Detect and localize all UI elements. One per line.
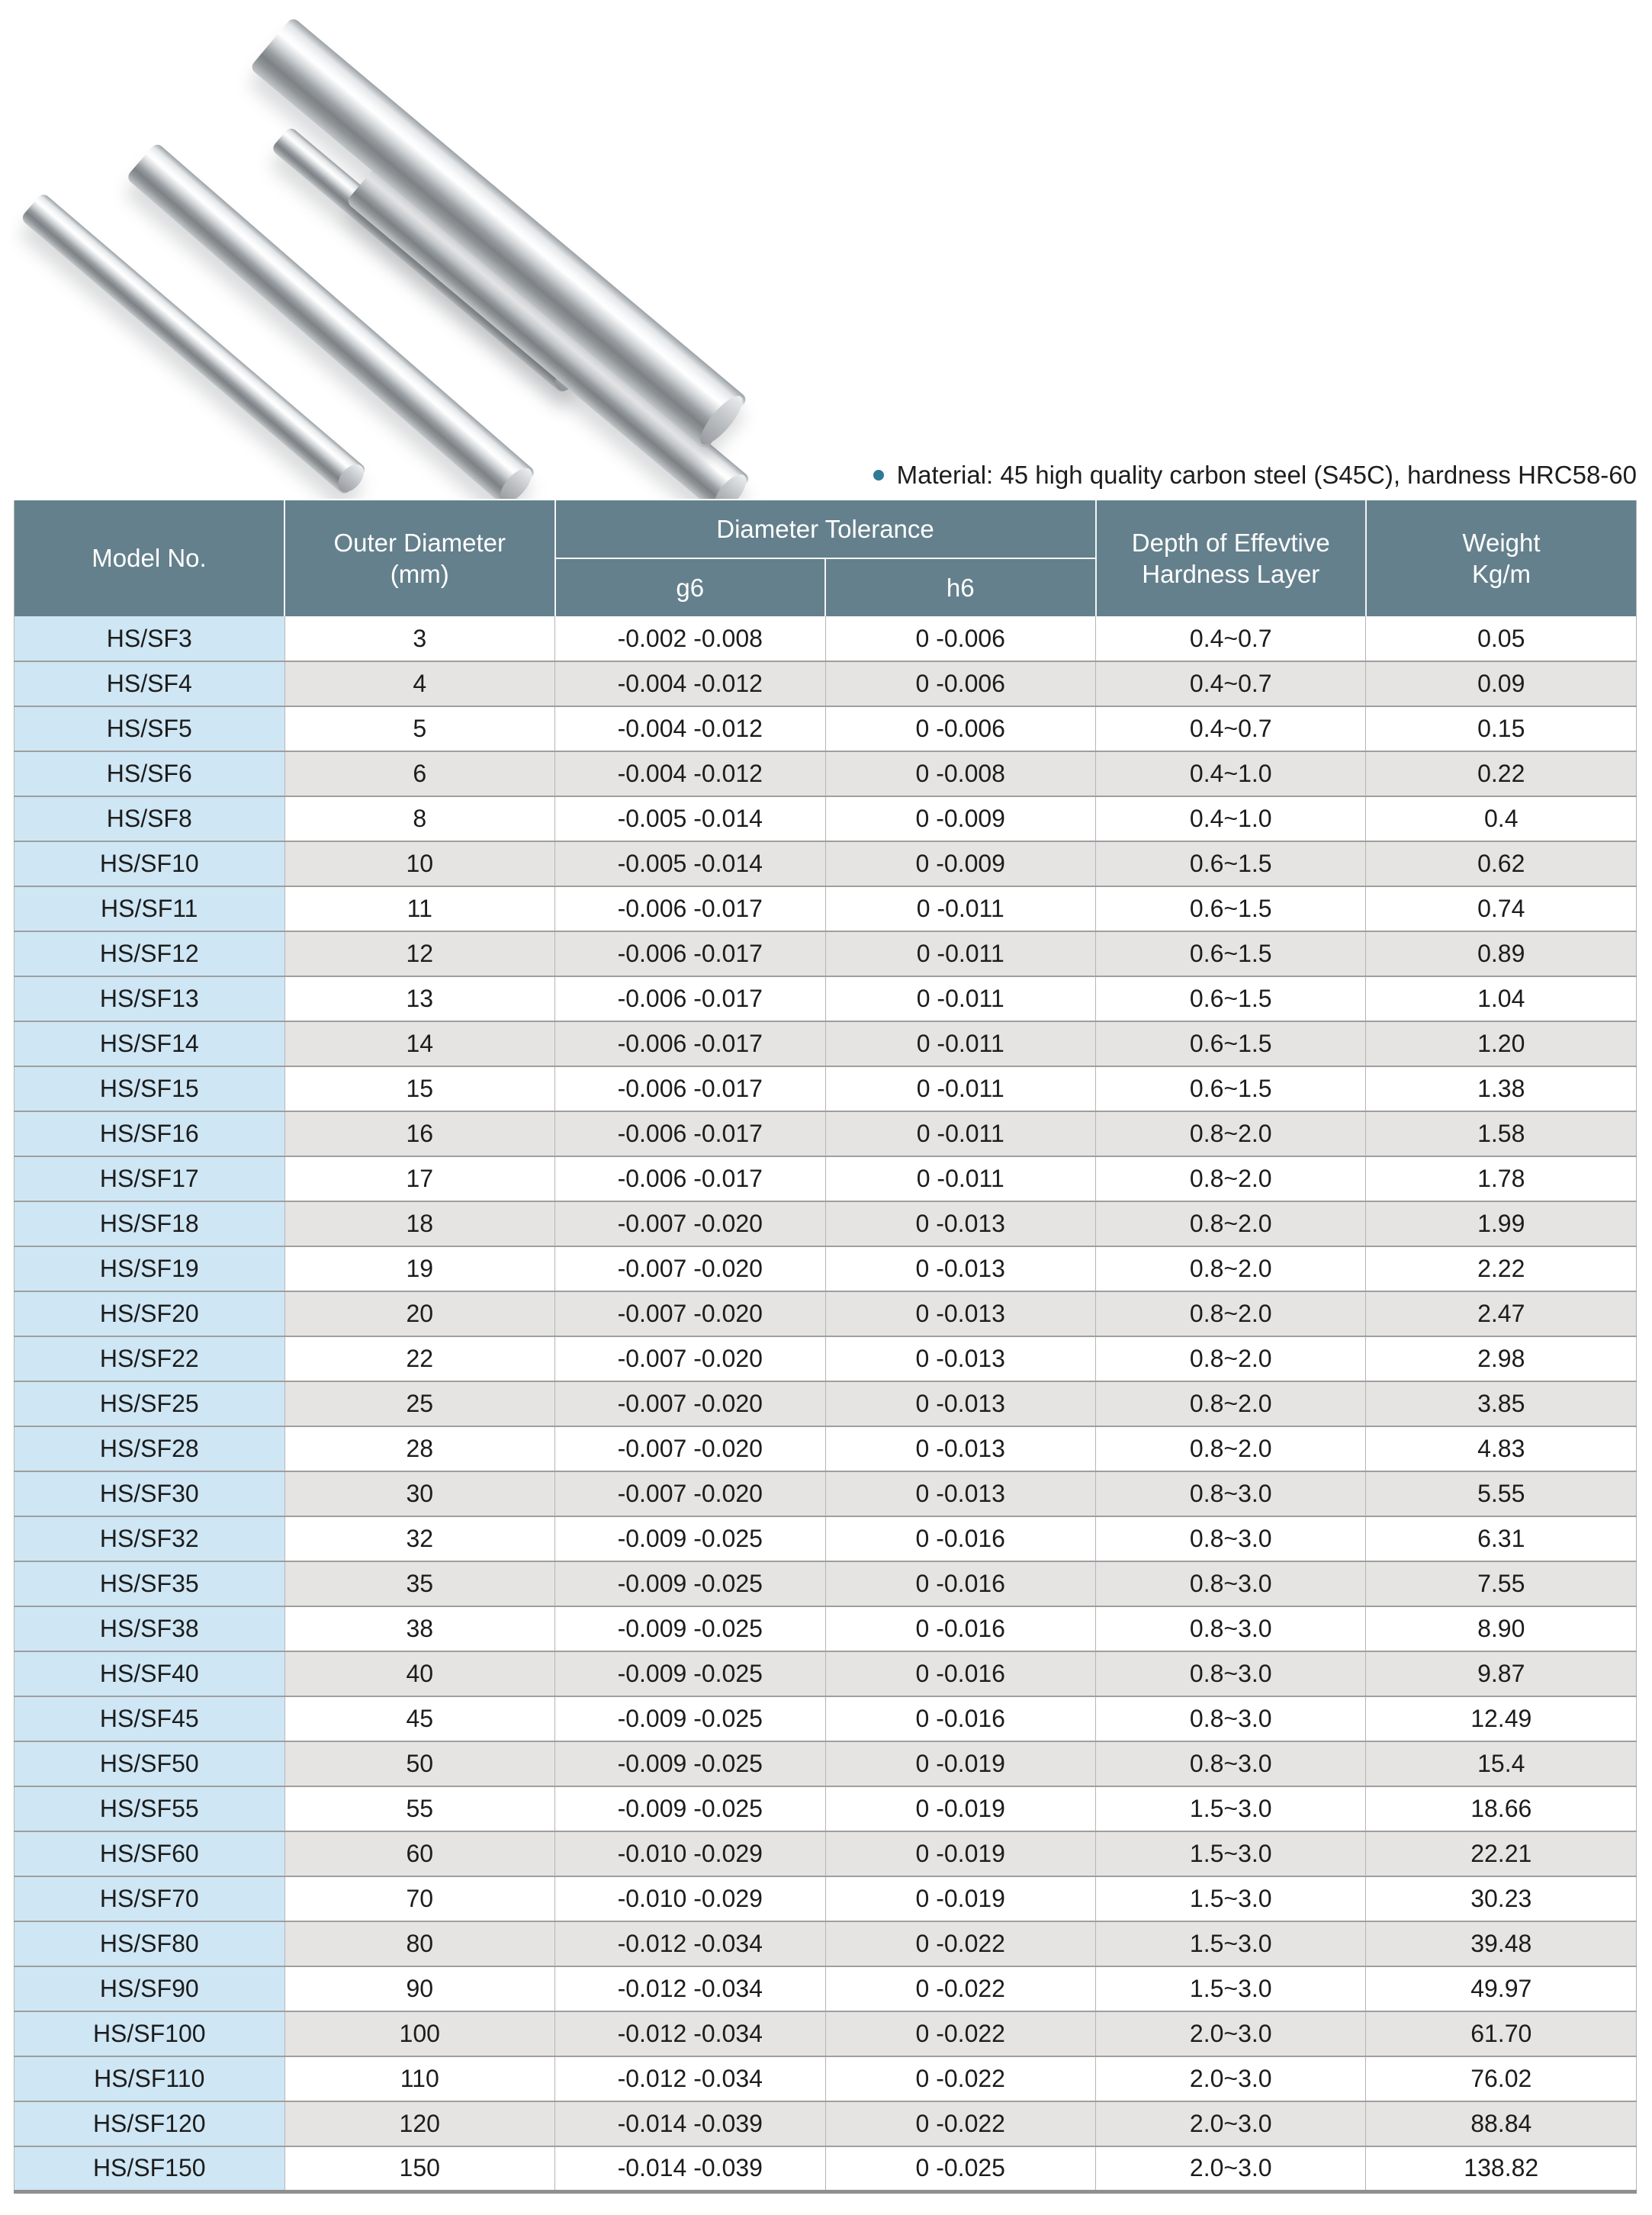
cell-hardness-depth: 2.0~3.0 [1096, 2056, 1366, 2101]
cell-weight: 15.4 [1366, 1741, 1637, 1786]
cell-tolerance-g6: -0.006 -0.017 [555, 1156, 826, 1201]
cell-weight: 1.04 [1366, 976, 1637, 1021]
cell-tolerance-h6: 0 -0.009 [825, 841, 1096, 886]
cell-model: HS/SF15 [14, 1066, 285, 1111]
cell-hardness-depth: 0.4~1.0 [1096, 796, 1366, 841]
table-row [14, 751, 1637, 796]
cell-tolerance-g6: -0.006 -0.017 [555, 1021, 826, 1066]
table-row [14, 976, 1637, 1021]
cell-model: HS/SF3 [14, 616, 285, 661]
cell-hardness-depth: 0.6~1.5 [1096, 1021, 1366, 1066]
cell-hardness-depth: 0.8~3.0 [1096, 1471, 1366, 1516]
cell-outer-diameter: 90 [284, 1966, 555, 2011]
cell-tolerance-g6: -0.005 -0.014 [555, 841, 826, 886]
cell-outer-diameter: 40 [284, 1651, 555, 1696]
cell-hardness-depth: 1.5~3.0 [1096, 1831, 1366, 1876]
cell-model: HS/SF32 [14, 1516, 285, 1561]
cell-model: HS/SF80 [14, 1921, 285, 1966]
cell-outer-diameter: 50 [284, 1741, 555, 1786]
cell-model: HS/SF16 [14, 1111, 285, 1156]
cell-weight: 0.89 [1366, 931, 1637, 976]
cell-hardness-depth: 1.5~3.0 [1096, 1921, 1366, 1966]
table-row [14, 1651, 1637, 1696]
table-row [14, 1156, 1637, 1201]
cell-tolerance-h6: 0 -0.019 [825, 1876, 1096, 1921]
cell-outer-diameter: 80 [284, 1921, 555, 1966]
cell-tolerance-g6: -0.012 -0.034 [555, 2011, 826, 2056]
cell-outer-diameter: 5 [284, 706, 555, 751]
table-row [14, 886, 1637, 931]
cell-tolerance-g6: -0.007 -0.020 [555, 1246, 826, 1291]
cell-tolerance-g6: -0.009 -0.025 [555, 1516, 826, 1561]
table-row [14, 1381, 1637, 1426]
cell-tolerance-g6: -0.006 -0.017 [555, 1111, 826, 1156]
cell-tolerance-h6: 0 -0.006 [825, 661, 1096, 706]
cell-weight: 2.47 [1366, 1291, 1637, 1336]
cell-model: HS/SF6 [14, 751, 285, 796]
cell-outer-diameter: 16 [284, 1111, 555, 1156]
cell-outer-diameter: 12 [284, 931, 555, 976]
cell-model: HS/SF14 [14, 1021, 285, 1066]
cell-tolerance-g6: -0.009 -0.025 [555, 1561, 826, 1606]
cell-outer-diameter: 14 [284, 1021, 555, 1066]
cell-weight: 88.84 [1366, 2101, 1637, 2146]
cell-tolerance-g6: -0.006 -0.017 [555, 886, 826, 931]
table-row [14, 1471, 1637, 1516]
cell-tolerance-h6: 0 -0.013 [825, 1246, 1096, 1291]
table-row [14, 1786, 1637, 1831]
cell-model: HS/SF90 [14, 1966, 285, 2011]
cell-outer-diameter: 28 [284, 1426, 555, 1471]
cell-weight: 49.97 [1366, 1966, 1637, 2011]
cell-hardness-depth: 2.0~3.0 [1096, 2101, 1366, 2146]
cell-tolerance-h6: 0 -0.019 [825, 1741, 1096, 1786]
cell-tolerance-h6: 0 -0.011 [825, 931, 1096, 976]
cell-weight: 2.22 [1366, 1246, 1637, 1291]
cell-model: HS/SF11 [14, 886, 285, 931]
cell-weight: 2.98 [1366, 1336, 1637, 1381]
cell-weight: 1.78 [1366, 1156, 1637, 1201]
cell-tolerance-h6: 0 -0.013 [825, 1291, 1096, 1336]
cell-weight: 0.05 [1366, 616, 1637, 661]
cell-model: HS/SF70 [14, 1876, 285, 1921]
table-row [14, 616, 1637, 661]
cell-tolerance-h6: 0 -0.006 [825, 706, 1096, 751]
cell-outer-diameter: 70 [284, 1876, 555, 1921]
cell-hardness-depth: 1.5~3.0 [1096, 1966, 1366, 2011]
cell-outer-diameter: 25 [284, 1381, 555, 1426]
cell-tolerance-g6: -0.007 -0.020 [555, 1291, 826, 1336]
cell-outer-diameter: 18 [284, 1201, 555, 1246]
cell-tolerance-h6: 0 -0.011 [825, 1156, 1096, 1201]
material-note-text: Material: 45 high quality carbon steel (S45C), hardness HRC58-60 [896, 461, 1637, 489]
cell-hardness-depth: 0.4~0.7 [1096, 616, 1366, 661]
cell-outer-diameter: 55 [284, 1786, 555, 1831]
cell-outer-diameter: 15 [284, 1066, 555, 1111]
cell-weight: 18.66 [1366, 1786, 1637, 1831]
cell-weight: 0.09 [1366, 661, 1637, 706]
cell-hardness-depth: 1.5~3.0 [1096, 1876, 1366, 1921]
ring-bullet-icon [873, 470, 884, 481]
cell-tolerance-h6: 0 -0.025 [825, 2146, 1096, 2191]
cell-hardness-depth: 0.8~3.0 [1096, 1741, 1366, 1786]
cell-outer-diameter: 3 [284, 616, 555, 661]
cell-weight: 30.23 [1366, 1876, 1637, 1921]
cell-model: HS/SF17 [14, 1156, 285, 1201]
table-row [14, 1876, 1637, 1921]
cell-outer-diameter: 35 [284, 1561, 555, 1606]
cell-hardness-depth: 0.6~1.5 [1096, 841, 1366, 886]
cell-tolerance-h6: 0 -0.009 [825, 796, 1096, 841]
table-row [14, 1336, 1637, 1381]
cell-weight: 6.31 [1366, 1516, 1637, 1561]
cell-model: HS/SF60 [14, 1831, 285, 1876]
cell-tolerance-g6: -0.009 -0.025 [555, 1651, 826, 1696]
table-row [14, 2101, 1637, 2146]
cell-model: HS/SF13 [14, 976, 285, 1021]
table-row [14, 1966, 1637, 2011]
cell-model: HS/SF35 [14, 1561, 285, 1606]
cell-tolerance-h6: 0 -0.016 [825, 1651, 1096, 1696]
cell-model: HS/SF18 [14, 1201, 285, 1246]
cell-tolerance-h6: 0 -0.011 [825, 1111, 1096, 1156]
cell-weight: 76.02 [1366, 2056, 1637, 2101]
cell-tolerance-g6: -0.004 -0.012 [555, 751, 826, 796]
cell-weight: 1.20 [1366, 1021, 1637, 1066]
cell-tolerance-g6: -0.007 -0.020 [555, 1336, 826, 1381]
cell-tolerance-g6: -0.010 -0.029 [555, 1831, 826, 1876]
cell-model: HS/SF22 [14, 1336, 285, 1381]
cell-hardness-depth: 0.8~3.0 [1096, 1651, 1366, 1696]
material-note [873, 461, 1637, 490]
cell-weight: 0.74 [1366, 886, 1637, 931]
cell-weight: 9.87 [1366, 1651, 1637, 1696]
cell-hardness-depth: 0.4~0.7 [1096, 661, 1366, 706]
cell-tolerance-h6: 0 -0.019 [825, 1786, 1096, 1831]
table-body [14, 616, 1637, 2191]
cell-hardness-depth: 0.8~2.0 [1096, 1201, 1366, 1246]
cell-hardness-depth: 0.8~2.0 [1096, 1426, 1366, 1471]
cell-model: HS/SF5 [14, 706, 285, 751]
cell-outer-diameter: 17 [284, 1156, 555, 1201]
cell-outer-diameter: 11 [284, 886, 555, 931]
cell-hardness-depth: 0.8~2.0 [1096, 1246, 1366, 1291]
cell-tolerance-h6: 0 -0.011 [825, 976, 1096, 1021]
cell-model: HS/SF19 [14, 1246, 285, 1291]
cell-tolerance-g6: -0.006 -0.017 [555, 931, 826, 976]
table-row [14, 706, 1637, 751]
cell-outer-diameter: 13 [284, 976, 555, 1021]
cell-tolerance-h6: 0 -0.016 [825, 1696, 1096, 1741]
cell-model: HS/SF50 [14, 1741, 285, 1786]
table-row [14, 1516, 1637, 1561]
cell-tolerance-h6: 0 -0.013 [825, 1201, 1096, 1246]
header-diameter-tolerance: Diameter Tolerance [555, 500, 1096, 558]
cell-outer-diameter: 32 [284, 1516, 555, 1561]
cell-tolerance-g6: -0.002 -0.008 [555, 616, 826, 661]
table-row [14, 1606, 1637, 1651]
cell-weight: 7.55 [1366, 1561, 1637, 1606]
table-row [14, 1426, 1637, 1471]
cell-weight: 22.21 [1366, 1831, 1637, 1876]
cell-tolerance-g6: -0.010 -0.029 [555, 1876, 826, 1921]
table-row [14, 841, 1637, 886]
cell-outer-diameter: 150 [284, 2146, 555, 2191]
cell-tolerance-h6: 0 -0.016 [825, 1606, 1096, 1651]
cell-hardness-depth: 0.4~1.0 [1096, 751, 1366, 796]
table-row [14, 1921, 1637, 1966]
cell-hardness-depth: 0.8~2.0 [1096, 1111, 1366, 1156]
header-h6: h6 [825, 558, 1096, 616]
cell-model: HS/SF45 [14, 1696, 285, 1741]
cell-outer-diameter: 110 [284, 2056, 555, 2101]
cell-tolerance-g6: -0.007 -0.020 [555, 1471, 826, 1516]
product-photo [11, 5, 819, 499]
table-header [14, 500, 1637, 616]
table-row [14, 1741, 1637, 1786]
cell-tolerance-g6: -0.009 -0.025 [555, 1786, 826, 1831]
cell-tolerance-g6: -0.006 -0.017 [555, 1066, 826, 1111]
cell-tolerance-h6: 0 -0.011 [825, 1021, 1096, 1066]
table-row [14, 931, 1637, 976]
table-row [14, 1291, 1637, 1336]
cell-model: HS/SF55 [14, 1786, 285, 1831]
cell-outer-diameter: 4 [284, 661, 555, 706]
steel-rod [346, 165, 750, 499]
steel-rod [249, 17, 748, 451]
cell-tolerance-g6: -0.014 -0.039 [555, 2146, 826, 2191]
cell-tolerance-h6: 0 -0.008 [825, 751, 1096, 796]
cell-model: HS/SF100 [14, 2011, 285, 2056]
header-depth: Depth of Effevtive Hardness Layer [1096, 500, 1366, 616]
cell-hardness-depth: 0.8~3.0 [1096, 1606, 1366, 1651]
cell-hardness-depth: 0.8~2.0 [1096, 1156, 1366, 1201]
cell-weight: 1.38 [1366, 1066, 1637, 1111]
table-row [14, 1066, 1637, 1111]
cell-hardness-depth: 0.8~2.0 [1096, 1291, 1366, 1336]
cell-tolerance-h6: 0 -0.011 [825, 886, 1096, 931]
cell-hardness-depth: 0.8~2.0 [1096, 1336, 1366, 1381]
cell-tolerance-h6: 0 -0.013 [825, 1471, 1096, 1516]
cell-hardness-depth: 1.5~3.0 [1096, 1786, 1366, 1831]
cell-tolerance-h6: 0 -0.016 [825, 1516, 1096, 1561]
cell-model: HS/SF150 [14, 2146, 285, 2191]
cell-weight: 12.49 [1366, 1696, 1637, 1741]
cell-hardness-depth: 0.6~1.5 [1096, 976, 1366, 1021]
cell-model: HS/SF38 [14, 1606, 285, 1651]
cell-outer-diameter: 30 [284, 1471, 555, 1516]
cell-weight: 39.48 [1366, 1921, 1637, 1966]
cell-outer-diameter: 6 [284, 751, 555, 796]
cell-tolerance-g6: -0.004 -0.012 [555, 661, 826, 706]
spec-table [14, 500, 1637, 2194]
cell-tolerance-h6: 0 -0.022 [825, 1921, 1096, 1966]
cell-tolerance-g6: -0.012 -0.034 [555, 1966, 826, 2011]
cell-model: HS/SF10 [14, 841, 285, 886]
cell-tolerance-h6: 0 -0.013 [825, 1336, 1096, 1381]
cell-outer-diameter: 8 [284, 796, 555, 841]
cell-tolerance-g6: -0.009 -0.025 [555, 1696, 826, 1741]
table-row [14, 1831, 1637, 1876]
cell-model: HS/SF25 [14, 1381, 285, 1426]
cell-weight: 8.90 [1366, 1606, 1637, 1651]
header-outer-diameter: Outer Diameter (mm) [284, 500, 555, 616]
cell-tolerance-h6: 0 -0.011 [825, 1066, 1096, 1111]
cell-tolerance-h6: 0 -0.022 [825, 2056, 1096, 2101]
cell-outer-diameter: 20 [284, 1291, 555, 1336]
cell-model: HS/SF110 [14, 2056, 285, 2101]
cell-outer-diameter: 45 [284, 1696, 555, 1741]
cell-hardness-depth: 0.6~1.5 [1096, 931, 1366, 976]
cell-weight: 138.82 [1366, 2146, 1637, 2191]
cell-hardness-depth: 2.0~3.0 [1096, 2011, 1366, 2056]
cell-tolerance-g6: -0.009 -0.025 [555, 1606, 826, 1651]
cell-weight: 3.85 [1366, 1381, 1637, 1426]
cell-outer-diameter: 22 [284, 1336, 555, 1381]
cell-weight: 0.62 [1366, 841, 1637, 886]
cell-tolerance-h6: 0 -0.022 [825, 1966, 1096, 2011]
cell-hardness-depth: 0.6~1.5 [1096, 1066, 1366, 1111]
table-row [14, 1201, 1637, 1246]
cell-tolerance-g6: -0.005 -0.014 [555, 796, 826, 841]
cell-model: HS/SF30 [14, 1471, 285, 1516]
cell-weight: 4.83 [1366, 1426, 1637, 1471]
table-row [14, 1111, 1637, 1156]
table-row [14, 2011, 1637, 2056]
cell-model: HS/SF40 [14, 1651, 285, 1696]
cell-hardness-depth: 0.8~2.0 [1096, 1381, 1366, 1426]
cell-tolerance-g6: -0.012 -0.034 [555, 1921, 826, 1966]
table-row [14, 2056, 1637, 2101]
cell-weight: 0.22 [1366, 751, 1637, 796]
cell-outer-diameter: 100 [284, 2011, 555, 2056]
cell-weight: 1.58 [1366, 1111, 1637, 1156]
cell-hardness-depth: 0.8~3.0 [1096, 1561, 1366, 1606]
cell-weight: 5.55 [1366, 1471, 1637, 1516]
cell-model: HS/SF4 [14, 661, 285, 706]
cell-weight: 61.70 [1366, 2011, 1637, 2056]
cell-outer-diameter: 120 [284, 2101, 555, 2146]
cell-tolerance-g6: -0.007 -0.020 [555, 1426, 826, 1471]
cell-outer-diameter: 60 [284, 1831, 555, 1876]
cell-tolerance-h6: 0 -0.016 [825, 1561, 1096, 1606]
table-row [14, 1021, 1637, 1066]
cell-model: HS/SF120 [14, 2101, 285, 2146]
cell-tolerance-h6: 0 -0.022 [825, 2101, 1096, 2146]
cell-hardness-depth: 2.0~3.0 [1096, 2146, 1366, 2191]
cell-tolerance-g6: -0.012 -0.034 [555, 2056, 826, 2101]
cell-hardness-depth: 0.8~3.0 [1096, 1696, 1366, 1741]
table-row [14, 2146, 1637, 2191]
cell-tolerance-g6: -0.007 -0.020 [555, 1381, 826, 1426]
cell-weight: 0.15 [1366, 706, 1637, 751]
cell-tolerance-g6: -0.004 -0.012 [555, 706, 826, 751]
table-row [14, 796, 1637, 841]
cell-hardness-depth: 0.4~0.7 [1096, 706, 1366, 751]
cell-model: HS/SF20 [14, 1291, 285, 1336]
cell-tolerance-g6: -0.007 -0.020 [555, 1201, 826, 1246]
cell-weight: 0.4 [1366, 796, 1637, 841]
cell-hardness-depth: 0.8~3.0 [1096, 1516, 1366, 1561]
table-row [14, 1696, 1637, 1741]
cell-model: HS/SF12 [14, 931, 285, 976]
cell-tolerance-g6: -0.009 -0.025 [555, 1741, 826, 1786]
cell-weight: 1.99 [1366, 1201, 1637, 1246]
cell-hardness-depth: 0.6~1.5 [1096, 886, 1366, 931]
table-row [14, 1561, 1637, 1606]
cell-model: HS/SF8 [14, 796, 285, 841]
cell-tolerance-h6: 0 -0.019 [825, 1831, 1096, 1876]
cell-outer-diameter: 19 [284, 1246, 555, 1291]
cell-tolerance-h6: 0 -0.013 [825, 1426, 1096, 1471]
header-weight: Weight Kg/m [1366, 500, 1637, 616]
cell-tolerance-h6: 0 -0.022 [825, 2011, 1096, 2056]
cell-tolerance-h6: 0 -0.013 [825, 1381, 1096, 1426]
cell-tolerance-h6: 0 -0.006 [825, 616, 1096, 661]
header-model: Model No. [14, 500, 285, 616]
cell-tolerance-g6: -0.014 -0.039 [555, 2101, 826, 2146]
table-row [14, 661, 1637, 706]
cell-model: HS/SF28 [14, 1426, 285, 1471]
table-row [14, 1246, 1637, 1291]
cell-outer-diameter: 10 [284, 841, 555, 886]
header-g6: g6 [555, 558, 826, 616]
cell-tolerance-g6: -0.006 -0.017 [555, 976, 826, 1021]
cell-outer-diameter: 38 [284, 1606, 555, 1651]
